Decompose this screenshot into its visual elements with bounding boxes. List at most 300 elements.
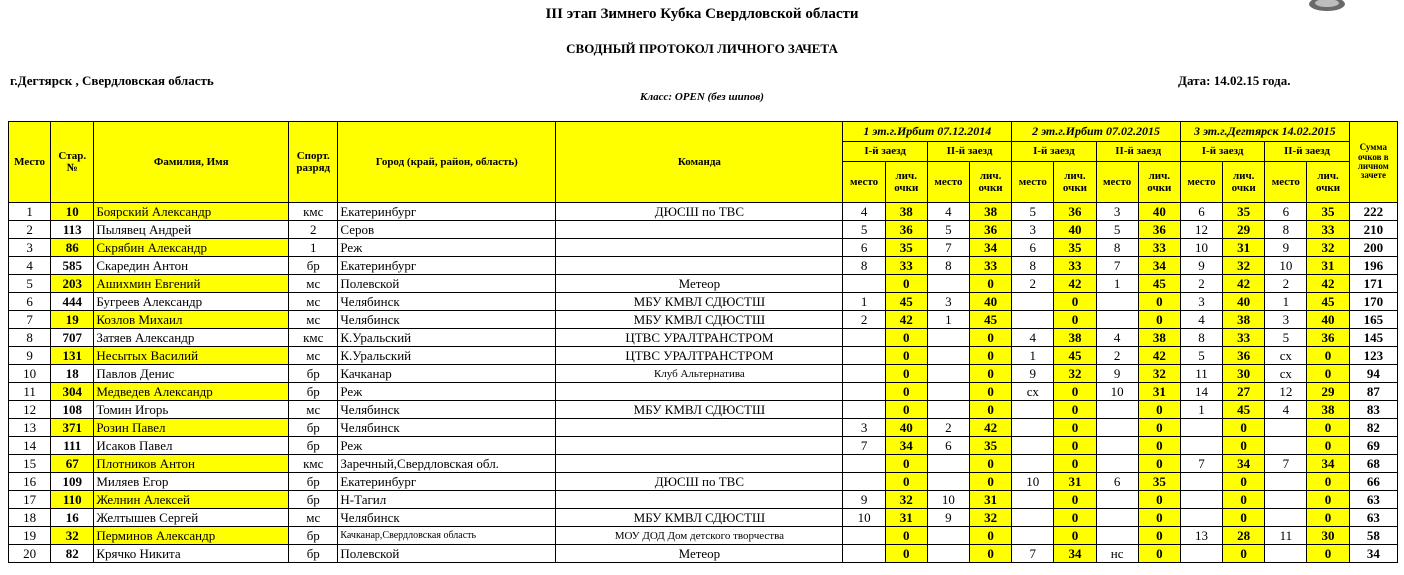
race-points-cell: 0	[1307, 545, 1349, 563]
city-cell: К.Уральский	[338, 329, 556, 347]
bib-cell: 131	[51, 347, 94, 365]
race-points-cell: 34	[1054, 545, 1096, 563]
race-place-cell: сх	[1265, 347, 1307, 365]
table-row	[9, 419, 1398, 437]
race-points-cell: 0	[1223, 509, 1265, 527]
team-cell: Метеор	[556, 275, 843, 293]
race-place-cell: 9	[1012, 365, 1054, 383]
race-points-cell: 0	[885, 455, 927, 473]
race-place-cell: 3	[1265, 311, 1307, 329]
place-cell: 3	[9, 239, 51, 257]
city-cell: Челябинск	[338, 293, 556, 311]
race-place-cell: 14	[1180, 383, 1222, 401]
race-points-cell: 0	[970, 473, 1012, 491]
race-place-cell	[1265, 545, 1307, 563]
race-points-cell: 45	[970, 311, 1012, 329]
race-place-cell: 3	[843, 419, 885, 437]
table-row	[9, 455, 1398, 473]
rank-cell: бр	[289, 437, 338, 455]
place-cell: 6	[9, 293, 51, 311]
race-place-cell: 2	[1096, 347, 1138, 365]
race-points-cell: 0	[970, 347, 1012, 365]
city-cell: Заречный,Свердловская обл.	[338, 455, 556, 473]
race-points-cell: 36	[1138, 221, 1180, 239]
race-place-cell: 5	[1012, 203, 1054, 221]
total-cell: 170	[1349, 293, 1397, 311]
stage-header-3: 3 эт.г.Дегтярск 14.02.2015	[1180, 122, 1349, 142]
race-points-cell: 32	[885, 491, 927, 509]
name-cell: Миляев Егор	[94, 473, 289, 491]
table-row	[9, 491, 1398, 509]
race-place-cell: 8	[1180, 329, 1222, 347]
race-points-cell: 0	[1054, 293, 1096, 311]
rank-cell: мс	[289, 275, 338, 293]
race-points-cell: 34	[1307, 455, 1349, 473]
race-place-cell	[843, 365, 885, 383]
race-place-cell	[1265, 419, 1307, 437]
race-points-cell: 27	[1223, 383, 1265, 401]
team-cell: Клуб Альтернатива	[556, 365, 843, 383]
city-cell: Екатеринбург	[338, 473, 556, 491]
place-cell: 7	[9, 311, 51, 329]
race-place-cell: 9	[1180, 257, 1222, 275]
total-cell: 210	[1349, 221, 1397, 239]
race-place-cell	[843, 527, 885, 545]
race-place-cell	[1096, 311, 1138, 329]
table-row	[9, 221, 1398, 239]
place-cell: 15	[9, 455, 51, 473]
race-place-cell	[1180, 419, 1222, 437]
race-place-cell	[843, 455, 885, 473]
race-points-cell: 34	[1138, 257, 1180, 275]
bib-cell: 19	[51, 311, 94, 329]
race-points-cell: 0	[970, 329, 1012, 347]
name-cell: Бугреев Александр	[94, 293, 289, 311]
table-row	[9, 437, 1398, 455]
race-points-cell: 0	[885, 365, 927, 383]
race-place-cell: сх	[1012, 383, 1054, 401]
rank-cell: бр	[289, 473, 338, 491]
city-cell: Реж	[338, 437, 556, 455]
race-place-cell: 6	[843, 239, 885, 257]
race-points-cell: 0	[1138, 545, 1180, 563]
race-place-cell: 10	[1180, 239, 1222, 257]
rank-cell: бр	[289, 383, 338, 401]
race-place-cell: 11	[1180, 365, 1222, 383]
results-table	[8, 121, 1398, 563]
race-place-cell: 6	[1180, 203, 1222, 221]
race-place-cell	[843, 347, 885, 365]
race-points-cell: 0	[1138, 491, 1180, 509]
team-cell	[556, 437, 843, 455]
rank-cell: мс	[289, 347, 338, 365]
event-date: Дата: 14.02.15 года.	[1178, 73, 1291, 88]
rank-cell: бр	[289, 491, 338, 509]
race-points-cell: 0	[1223, 419, 1265, 437]
race-place-cell: 8	[1012, 257, 1054, 275]
rank-cell: бр	[289, 257, 338, 275]
total-cell: 200	[1349, 239, 1397, 257]
race-place-cell: 9	[927, 509, 969, 527]
place-cell: 20	[9, 545, 51, 563]
race-points-cell: 35	[1223, 203, 1265, 221]
name-cell: Козлов Михаил	[94, 311, 289, 329]
race-points-cell: 35	[1138, 473, 1180, 491]
city-cell: Н-Тагил	[338, 491, 556, 509]
race-points-cell: 40	[970, 293, 1012, 311]
name-cell: Ашихмин Евгений	[94, 275, 289, 293]
race-place-cell: 4	[1096, 329, 1138, 347]
place-cell: 14	[9, 437, 51, 455]
bib-cell: 108	[51, 401, 94, 419]
name-cell: Исаков Павел	[94, 437, 289, 455]
rank-cell: кмс	[289, 203, 338, 221]
total-cell: 34	[1349, 545, 1397, 563]
race-points-cell: 31	[1223, 239, 1265, 257]
race-place-cell	[1265, 437, 1307, 455]
race-place-cell: 8	[843, 257, 885, 275]
race-points-cell: 0	[885, 527, 927, 545]
race-points-cell: 38	[1138, 329, 1180, 347]
race-place-cell	[1012, 419, 1054, 437]
race2-header: II-й заезд	[1265, 142, 1349, 162]
race-points-cell: 0	[1054, 455, 1096, 473]
race-place-cell	[927, 275, 969, 293]
bib-cell: 67	[51, 455, 94, 473]
race-points-cell: 0	[970, 527, 1012, 545]
col-header-place: Место	[9, 122, 51, 203]
name-cell: Затяев Александр	[94, 329, 289, 347]
race-points-cell: 40	[1223, 293, 1265, 311]
race-points-cell: 0	[1054, 419, 1096, 437]
race-points-cell: 42	[1054, 275, 1096, 293]
race-place-cell: 7	[927, 239, 969, 257]
race-place-cell: 2	[843, 311, 885, 329]
race-place-cell: 7	[1096, 257, 1138, 275]
race-points-cell: 0	[1054, 527, 1096, 545]
document-subtitle: СВОДНЫЙ ПРОТОКОЛ ЛИЧНОГО ЗАЧЕТА	[566, 41, 838, 56]
race-points-cell: 0	[1138, 311, 1180, 329]
col-header-bib: Стар. №	[51, 122, 94, 203]
bib-cell: 203	[51, 275, 94, 293]
race-points-cell: 38	[1223, 311, 1265, 329]
race-place-cell: 7	[1012, 545, 1054, 563]
race-place-cell	[927, 545, 969, 563]
race-place-cell: 4	[1012, 329, 1054, 347]
table-row	[9, 365, 1398, 383]
race-points-cell: 36	[1054, 203, 1096, 221]
race-place-cell: 1	[843, 293, 885, 311]
race-place-cell	[1180, 473, 1222, 491]
col-header-team: Команда	[556, 122, 843, 203]
team-cell: ДЮСШ по ТВС	[556, 473, 843, 491]
race-points-cell: 42	[970, 419, 1012, 437]
race-place-cell: 1	[1180, 401, 1222, 419]
bib-cell: 32	[51, 527, 94, 545]
race-place-cell: 10	[1265, 257, 1307, 275]
race-points-cell: 28	[1223, 527, 1265, 545]
place-cell: 11	[9, 383, 51, 401]
col-header-city: Город (край, район, область)	[338, 122, 556, 203]
race-place-cell	[1012, 293, 1054, 311]
race-points-cell: 30	[1307, 527, 1349, 545]
table-row	[9, 545, 1398, 563]
race-place-cell	[927, 455, 969, 473]
race-place-cell: 7	[843, 437, 885, 455]
total-cell: 58	[1349, 527, 1397, 545]
total-cell: 145	[1349, 329, 1397, 347]
city-cell: Челябинск	[338, 401, 556, 419]
sub-header-place: место	[843, 162, 885, 203]
table-row	[9, 401, 1398, 419]
race-points-cell: 42	[1223, 275, 1265, 293]
bib-cell: 111	[51, 437, 94, 455]
city-cell: Екатеринбург	[338, 203, 556, 221]
stage-header-2: 2 эт.г.Ирбит 07.02.2015	[1012, 122, 1181, 142]
team-cell	[556, 239, 843, 257]
race-points-cell: 32	[1223, 257, 1265, 275]
bib-cell: 18	[51, 365, 94, 383]
city-cell: Реж	[338, 239, 556, 257]
race-place-cell	[927, 365, 969, 383]
rank-cell: мс	[289, 509, 338, 527]
race-place-cell	[1012, 455, 1054, 473]
race-points-cell: 0	[1054, 491, 1096, 509]
table-row	[9, 329, 1398, 347]
total-cell: 68	[1349, 455, 1397, 473]
race-place-cell: 3	[1096, 203, 1138, 221]
race-points-cell: 36	[1223, 347, 1265, 365]
team-cell: МБУ КМВЛ СДЮСТШ	[556, 509, 843, 527]
team-cell: МБУ КМВЛ СДЮСТШ	[556, 311, 843, 329]
event-location: г.Дегтярск , Свердловская область	[10, 73, 214, 88]
race-points-cell: 31	[970, 491, 1012, 509]
race-points-cell: 0	[1138, 401, 1180, 419]
race-points-cell: 0	[970, 383, 1012, 401]
total-cell: 94	[1349, 365, 1397, 383]
team-cell: ЦТВС УРАЛТРАНСТРОМ	[556, 347, 843, 365]
sub-header-place: место	[1096, 162, 1138, 203]
race-points-cell: 32	[1307, 239, 1349, 257]
race-place-cell	[927, 329, 969, 347]
race-points-cell: 34	[885, 437, 927, 455]
sub-header-place: место	[1265, 162, 1307, 203]
team-cell	[556, 383, 843, 401]
place-cell: 17	[9, 491, 51, 509]
race-class: Класс: OPEN (без шипов)	[640, 91, 764, 103]
table-row	[9, 311, 1398, 329]
race2-header: II-й заезд	[927, 142, 1011, 162]
race-place-cell: 1	[1012, 347, 1054, 365]
race-place-cell: 9	[1265, 239, 1307, 257]
team-cell: ЦТВС УРАЛТРАНСТРОМ	[556, 329, 843, 347]
race-place-cell: 9	[843, 491, 885, 509]
bib-cell: 16	[51, 509, 94, 527]
race-place-cell: 1	[1096, 275, 1138, 293]
stage-header-1: 1 эт.г.Ирбит 07.12.2014	[843, 122, 1012, 142]
name-cell: Несытых Василий	[94, 347, 289, 365]
table-row	[9, 473, 1398, 491]
race-place-cell	[843, 383, 885, 401]
total-cell: 196	[1349, 257, 1397, 275]
race-place-cell	[1096, 437, 1138, 455]
race-points-cell: 36	[1307, 329, 1349, 347]
race-place-cell: 5	[1265, 329, 1307, 347]
team-cell	[556, 491, 843, 509]
race-points-cell: 32	[970, 509, 1012, 527]
name-cell: Томин Игорь	[94, 401, 289, 419]
race-points-cell: 33	[885, 257, 927, 275]
race-place-cell: 10	[1012, 473, 1054, 491]
race-points-cell: 42	[1307, 275, 1349, 293]
race-place-cell: 12	[1265, 383, 1307, 401]
total-cell: 63	[1349, 509, 1397, 527]
race-points-cell: 0	[1223, 437, 1265, 455]
race-place-cell	[927, 401, 969, 419]
rank-cell: мс	[289, 401, 338, 419]
team-cell: ДЮСШ по ТВС	[556, 203, 843, 221]
race1-header: I-й заезд	[1012, 142, 1096, 162]
race-points-cell: 40	[1054, 221, 1096, 239]
race-place-cell: 6	[1096, 473, 1138, 491]
rank-cell: бр	[289, 545, 338, 563]
race-points-cell: 29	[1223, 221, 1265, 239]
race-points-cell: 38	[885, 203, 927, 221]
race-points-cell: 45	[1307, 293, 1349, 311]
city-cell: Реж	[338, 383, 556, 401]
race-place-cell	[1265, 473, 1307, 491]
table-row	[9, 257, 1398, 275]
race-place-cell: 3	[927, 293, 969, 311]
rank-cell: мс	[289, 311, 338, 329]
race-points-cell: 0	[885, 347, 927, 365]
table-row	[9, 347, 1398, 365]
race-points-cell: 0	[885, 401, 927, 419]
race1-header: I-й заезд	[843, 142, 927, 162]
team-cell	[556, 455, 843, 473]
total-cell: 123	[1349, 347, 1397, 365]
name-cell: Скрябин Александр	[94, 239, 289, 257]
sub-header-points: лич. очки	[1138, 162, 1180, 203]
race-points-cell: 31	[885, 509, 927, 527]
race-points-cell: 35	[1054, 239, 1096, 257]
place-cell: 4	[9, 257, 51, 275]
race-place-cell	[1265, 509, 1307, 527]
name-cell: Розин Павел	[94, 419, 289, 437]
total-cell: 66	[1349, 473, 1397, 491]
col-header-name: Фамилия, Имя	[94, 122, 289, 203]
race-place-cell: сх	[1265, 365, 1307, 383]
race-place-cell	[1096, 419, 1138, 437]
sub-header-points: лич. очки	[1223, 162, 1265, 203]
race-points-cell: 33	[1054, 257, 1096, 275]
race-place-cell: 4	[1265, 401, 1307, 419]
name-cell: Желтышев Сергей	[94, 509, 289, 527]
race-place-cell: 13	[1180, 527, 1222, 545]
place-cell: 8	[9, 329, 51, 347]
race-place-cell: 3	[1180, 293, 1222, 311]
race-place-cell: 2	[1012, 275, 1054, 293]
race-points-cell: 0	[970, 401, 1012, 419]
race-place-cell	[1012, 437, 1054, 455]
table-row	[9, 275, 1398, 293]
table-row	[9, 293, 1398, 311]
race-place-cell: 9	[1096, 365, 1138, 383]
race-points-cell: 32	[1054, 365, 1096, 383]
race-place-cell	[1096, 527, 1138, 545]
race-points-cell: 0	[970, 275, 1012, 293]
rank-cell: бр	[289, 527, 338, 545]
name-cell: Крячко Никита	[94, 545, 289, 563]
table-row	[9, 527, 1398, 545]
city-cell: Полевской	[338, 275, 556, 293]
race-place-cell: 1	[927, 311, 969, 329]
race-points-cell: 0	[970, 545, 1012, 563]
team-cell: МОУ ДОД Дом детского творчества	[556, 527, 843, 545]
rank-cell: кмс	[289, 329, 338, 347]
race-points-cell: 0	[970, 455, 1012, 473]
race-points-cell: 35	[885, 239, 927, 257]
city-cell: Серов	[338, 221, 556, 239]
race-place-cell	[1180, 437, 1222, 455]
race-points-cell: 0	[885, 329, 927, 347]
race-points-cell: 34	[970, 239, 1012, 257]
race-points-cell: 0	[1138, 293, 1180, 311]
city-cell: К.Уральский	[338, 347, 556, 365]
sub-header-points: лич. очки	[970, 162, 1012, 203]
race-points-cell: 0	[1138, 455, 1180, 473]
col-header-rank: Спорт. разряд	[289, 122, 338, 203]
race-points-cell: 0	[1307, 347, 1349, 365]
race-points-cell: 33	[970, 257, 1012, 275]
race-place-cell: 4	[1180, 311, 1222, 329]
race-points-cell: 0	[1223, 545, 1265, 563]
race-points-cell: 0	[1223, 473, 1265, 491]
race-place-cell: 2	[1265, 275, 1307, 293]
race-points-cell: 0	[970, 365, 1012, 383]
race-place-cell: нс	[1096, 545, 1138, 563]
name-cell: Пылявец Андрей	[94, 221, 289, 239]
race-points-cell: 31	[1307, 257, 1349, 275]
rank-cell: мс	[289, 293, 338, 311]
rank-cell: 1	[289, 239, 338, 257]
race-place-cell: 5	[927, 221, 969, 239]
rank-cell: 2	[289, 221, 338, 239]
race-place-cell	[927, 347, 969, 365]
place-cell: 9	[9, 347, 51, 365]
race-place-cell: 8	[1096, 239, 1138, 257]
bib-cell: 10	[51, 203, 94, 221]
name-cell: Скаредин Антон	[94, 257, 289, 275]
race-points-cell: 0	[1054, 401, 1096, 419]
city-cell: Качканар,Свердловская область	[338, 527, 556, 545]
place-cell: 18	[9, 509, 51, 527]
bib-cell: 585	[51, 257, 94, 275]
race-points-cell: 33	[1307, 221, 1349, 239]
place-cell: 12	[9, 401, 51, 419]
place-cell: 13	[9, 419, 51, 437]
total-cell: 63	[1349, 491, 1397, 509]
race-place-cell	[1012, 491, 1054, 509]
race-place-cell: 6	[1265, 203, 1307, 221]
name-cell: Плотников Антон	[94, 455, 289, 473]
race-place-cell: 4	[927, 203, 969, 221]
city-cell: Полевской	[338, 545, 556, 563]
race-place-cell: 11	[1265, 527, 1307, 545]
race-place-cell: 2	[927, 419, 969, 437]
race-place-cell	[843, 545, 885, 563]
race-place-cell: 8	[927, 257, 969, 275]
